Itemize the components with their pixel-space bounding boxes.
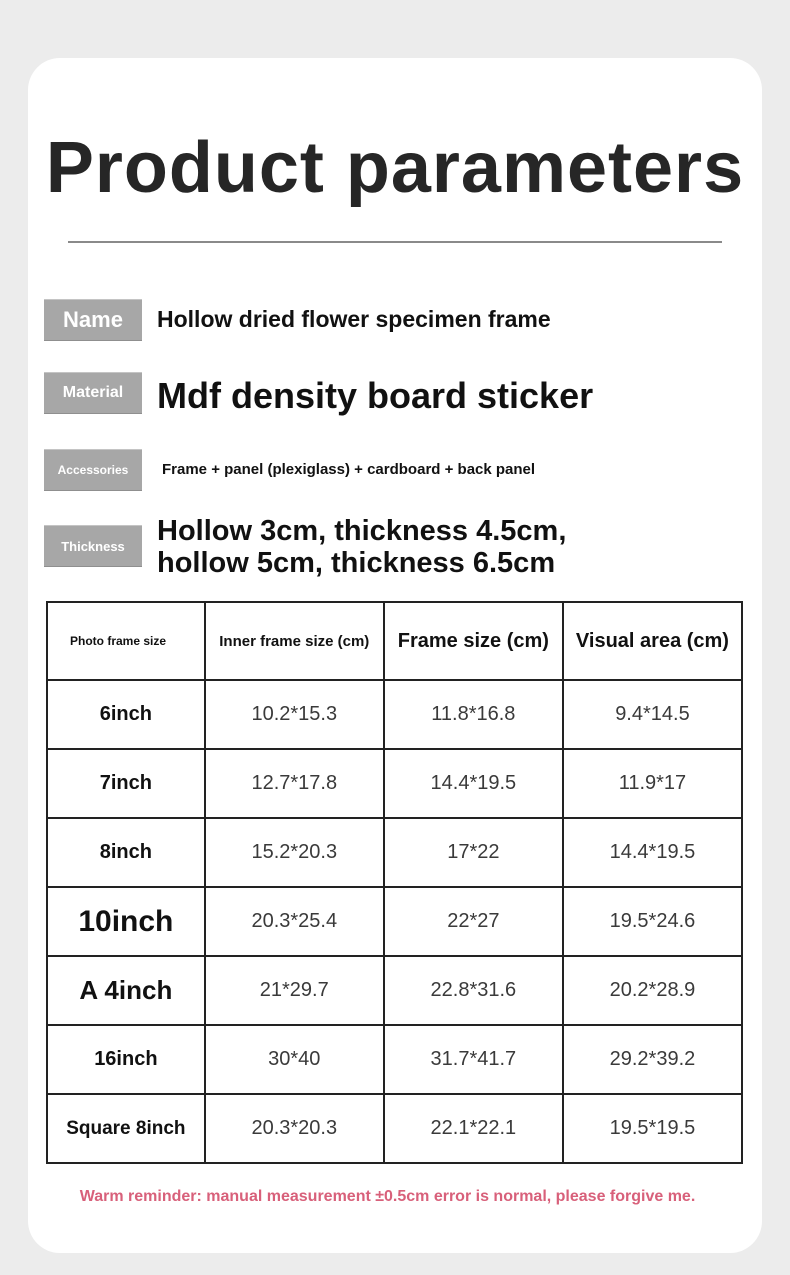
size-cell: 7inch: [47, 749, 205, 818]
inner-size-cell: 20.3*20.3: [205, 1094, 384, 1163]
table-row: [47, 887, 742, 956]
title-divider: [68, 241, 722, 243]
frame-size-cell: 22.8*31.6: [384, 956, 563, 1025]
header-photo-frame-size: Photo frame size: [47, 602, 205, 680]
thickness-value-line2: hollow 5cm, thickness 6.5cm: [157, 547, 556, 579]
table-row: [47, 1025, 742, 1094]
frame-size-cell: 31.7*41.7: [384, 1025, 563, 1094]
table-row: [47, 749, 742, 818]
inner-size-cell: 12.7*17.8: [205, 749, 384, 818]
material-label: Material: [44, 372, 142, 414]
thickness-value-line1: Hollow 3cm, thickness 4.5cm,: [157, 515, 567, 547]
frame-size-cell: 22.1*22.1: [384, 1094, 563, 1163]
table-row: [47, 818, 742, 887]
inner-size-cell: 15.2*20.3: [205, 818, 384, 887]
inner-size-cell: 10.2*15.3: [205, 680, 384, 749]
visual-area-cell: 19.5*19.5: [563, 1094, 742, 1163]
visual-area-cell: 11.9*17: [563, 749, 742, 818]
visual-area-cell: 29.2*39.2: [563, 1025, 742, 1094]
size-cell: A 4inch: [47, 956, 205, 1025]
frame-size-cell: 11.8*16.8: [384, 680, 563, 749]
size-cell: 8inch: [47, 818, 205, 887]
size-cell: 10inch: [47, 887, 205, 956]
inner-size-cell: 30*40: [205, 1025, 384, 1094]
header-visual-area: Visual area (cm): [563, 602, 742, 680]
name-value: Hollow dried flower specimen frame: [157, 306, 551, 332]
accessories-label: Accessories: [44, 449, 142, 491]
visual-area-cell: 20.2*28.9: [563, 956, 742, 1025]
thickness-value: [157, 515, 566, 579]
header-frame-size: Frame size (cm): [384, 602, 563, 680]
inner-size-cell: 21*29.7: [205, 956, 384, 1025]
header-inner-frame-size: Inner frame size (cm): [205, 602, 384, 680]
size-table: [46, 601, 743, 1164]
size-cell: 16inch: [47, 1025, 205, 1094]
size-cell: 6inch: [47, 680, 205, 749]
size-cell: Square 8inch: [47, 1094, 205, 1163]
page-title: Product parameters: [45, 128, 745, 208]
thickness-label: Thickness: [44, 525, 142, 567]
visual-area-cell: 19.5*24.6: [563, 887, 742, 956]
table-row: [47, 1094, 742, 1163]
frame-size-cell: 17*22: [384, 818, 563, 887]
accessories-value: Frame + panel (plexiglass) + cardboard + back panel: [162, 461, 536, 478]
name-label: Name: [44, 299, 142, 341]
visual-area-cell: 14.4*19.5: [563, 818, 742, 887]
table-row: [47, 956, 742, 1025]
table-header-row: [47, 602, 742, 680]
material-value: Mdf density board sticker: [157, 375, 594, 416]
frame-size-cell: 22*27: [384, 887, 563, 956]
table-row: [47, 680, 742, 749]
visual-area-cell: 9.4*14.5: [563, 680, 742, 749]
warm-reminder-text: Warm reminder: manual measurement ±0.5cm error is normal, please forgive me.: [79, 1188, 696, 1205]
inner-size-cell: 20.3*25.4: [205, 887, 384, 956]
frame-size-cell: 14.4*19.5: [384, 749, 563, 818]
